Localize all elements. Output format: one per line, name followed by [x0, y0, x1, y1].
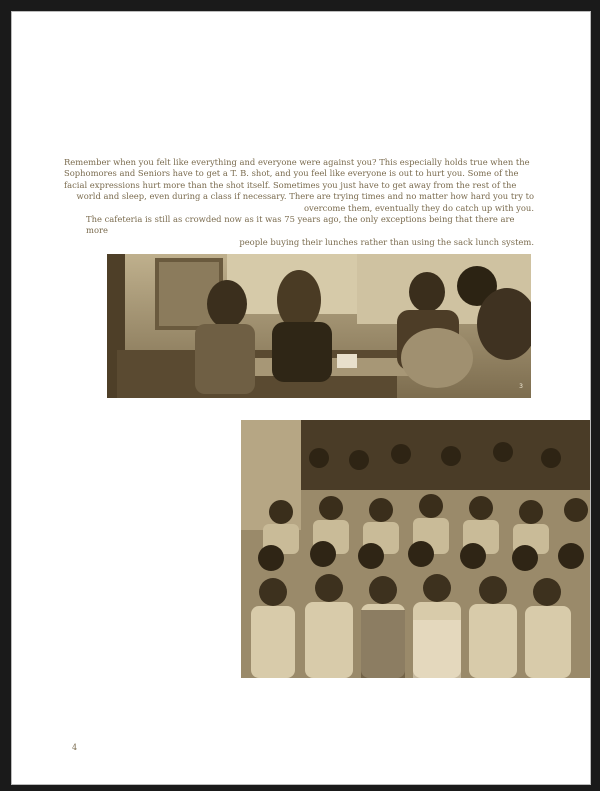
- caption-line: overcome them, eventually they do catch up with you.: [303, 202, 534, 213]
- caption-line: people buying their lunches rather than using the sack lunch system.: [239, 236, 534, 247]
- caption-text: [64, 157, 534, 248]
- yearbook-page: [12, 12, 590, 784]
- cafeteria-photo-image: [107, 254, 531, 398]
- caption-line: Remember when you felt like everything and everyone were against you? This especially holds true when the: [64, 157, 530, 167]
- group-photo: [241, 420, 590, 678]
- cafeteria-photo: [107, 254, 531, 398]
- group-photo-image: [241, 420, 590, 678]
- photo-number: 3: [519, 383, 523, 390]
- caption-line: Sophomores and Seniors have to get a T. B. shot, and you feel like everyone is out to hurt you. Some of the: [64, 168, 519, 179]
- caption-line: facial expressions hurt more than the shot itself. Sometimes you just have to get away from the rest of the: [64, 179, 517, 190]
- caption-line: The cafeteria is still as crowded now as it was 75 years ago, the only exceptions being that there are more: [86, 214, 515, 236]
- caption-line: world and sleep, even during a class if necessary. There are trying times and no matter how hard you try to: [76, 191, 534, 202]
- page-number: 4: [72, 743, 78, 752]
